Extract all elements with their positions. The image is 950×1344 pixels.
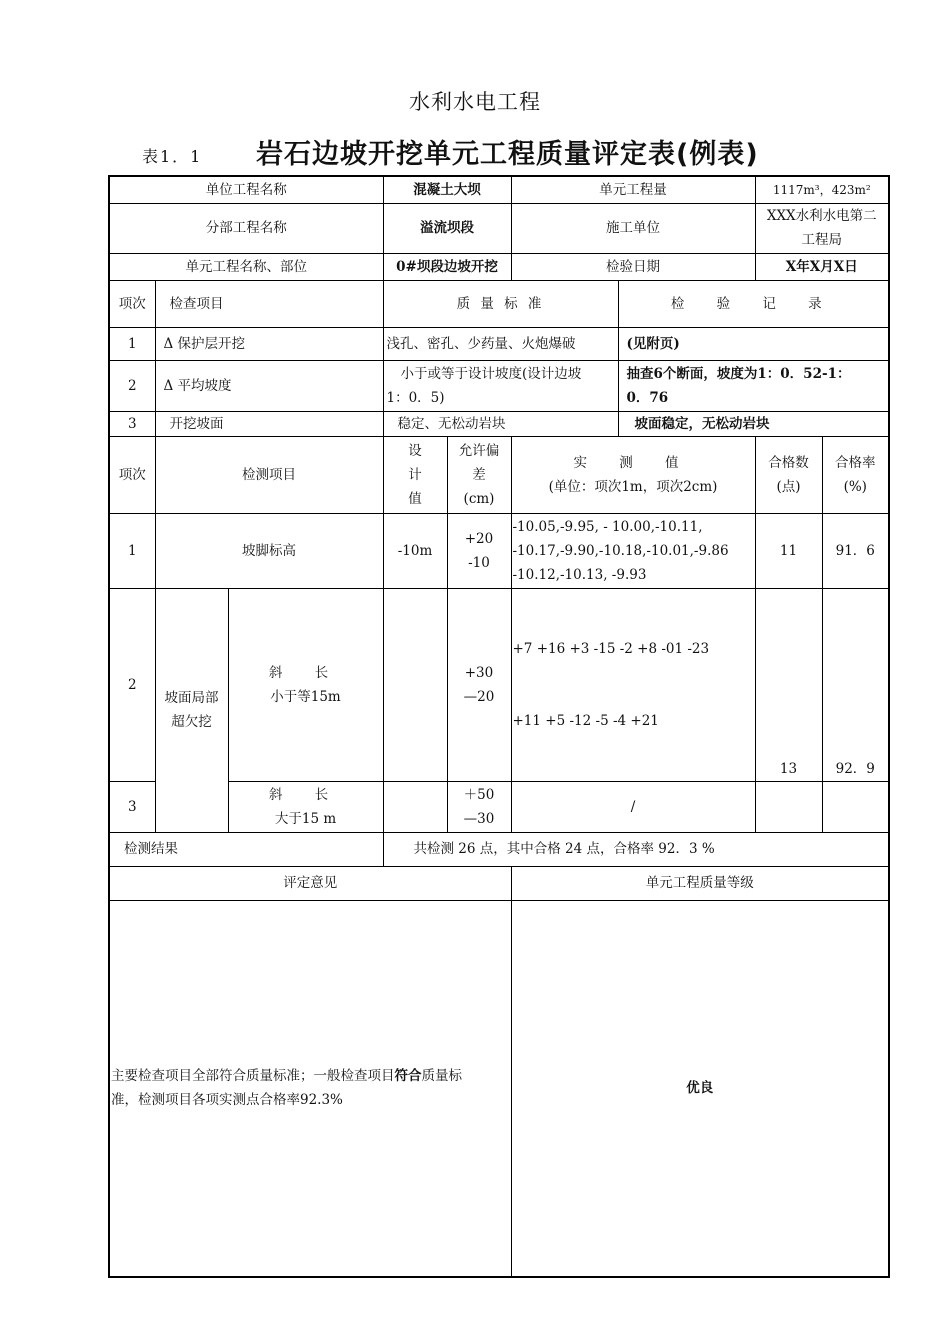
tolerance-lower: —30: [463, 810, 495, 827]
measured-values: [511, 588, 755, 781]
measure-row-no: 3: [109, 781, 155, 832]
measure-no-header: 项次: [109, 436, 155, 513]
pass-header-line2: (点): [776, 478, 801, 495]
measure-row-subitem: [228, 588, 383, 781]
design-header-char1: 设: [408, 442, 422, 459]
check-row: [109, 360, 889, 411]
tolerance-header-line3: (cm): [463, 490, 495, 507]
check-row-record: [618, 360, 889, 411]
measured-header-line2: (单位：项次1m，项次2cm): [548, 478, 718, 495]
design-value: -10m: [383, 513, 447, 588]
tolerance-value: [447, 513, 511, 588]
info-row-element: [109, 253, 889, 280]
check-no-header: 项次: [109, 280, 155, 327]
pass-count-header: [755, 436, 822, 513]
inspect-date-label: 检验日期: [511, 253, 755, 280]
division-label: 分部工程名称: [109, 203, 383, 253]
pass-rate: 91．6: [822, 513, 889, 588]
measured-line3: -10.12,-10.13, -9.93: [512, 566, 647, 583]
tolerance-value: [447, 781, 511, 832]
group-label-line2: 超欠挖: [171, 714, 212, 730]
element-qty-label: 单元工程量: [511, 176, 755, 203]
pass-header-line1: 合格数: [768, 454, 809, 471]
info-row-unit: [109, 176, 889, 203]
opinion-line2: 准，检测项目各项实测点合格率92.3%: [111, 1092, 343, 1109]
measure-row: [109, 588, 889, 781]
tolerance-value: [447, 588, 511, 781]
check-row-standard: [383, 360, 618, 411]
opinion-text-bold: 符合: [394, 1068, 422, 1085]
unit-project-label: 单位工程名称: [109, 176, 383, 203]
table-number: 表1．1: [142, 147, 203, 166]
tolerance-upper: +20: [464, 530, 494, 547]
overbreak-group-label: [155, 588, 228, 832]
tolerance-upper: ＋50: [463, 786, 495, 803]
result-label: 检测结果: [109, 832, 383, 866]
contractor-label: 施工单位: [511, 203, 755, 253]
element-name-label: 单元工程名称、部位: [109, 253, 383, 280]
unit-project-value: 混凝土大坝: [383, 176, 511, 203]
division-value: 溢流坝段: [383, 203, 511, 253]
opinion-header: 评定意见: [109, 866, 511, 900]
measured-line2: +11 +5 -12 -5 -4 +21: [512, 712, 659, 729]
check-row-record: (见附页): [618, 327, 889, 360]
design-header-char2: 计: [408, 466, 422, 483]
check-record-header: 检 验 记 录: [618, 280, 889, 327]
pass-rate: 92．9: [822, 588, 889, 781]
standard-line1: 小于或等于设计坡度(设计边坡: [400, 365, 582, 382]
evaluation-opinion: [109, 900, 511, 1277]
evaluation-header-row: [109, 866, 889, 900]
evaluation-body-row: [109, 900, 889, 1277]
pass-rate: [822, 781, 889, 832]
measured-header-line1: 实 测 值: [573, 454, 693, 471]
tolerance-upper: +30: [464, 664, 494, 681]
check-row: [109, 411, 889, 436]
check-row-no: 1: [109, 327, 155, 360]
measured-line1: -10.05,-9.95, - 10.00,-10.11,: [512, 518, 703, 535]
check-row-item: Δ 平均坡度: [155, 360, 383, 411]
rate-header-line2: (%): [843, 478, 867, 495]
check-item-header: 检查项目: [155, 280, 383, 327]
inspect-date-value: X年X月X日: [755, 253, 889, 280]
check-row-standard: 稳定、无松动岩块: [383, 411, 618, 436]
pass-rate-header: [822, 436, 889, 513]
tolerance-header: [447, 436, 511, 513]
measure-item-header: 检测项目: [155, 436, 383, 513]
info-row-division: [109, 203, 889, 253]
grade-header: 单元工程质量等级: [511, 866, 889, 900]
measured-line2: -10.17,-9.90,-10.18,-10.01,-9.86: [512, 542, 729, 559]
check-header-row: [109, 280, 889, 327]
subitem-line1: 斜 长: [268, 786, 343, 803]
measure-header-row: [109, 436, 889, 513]
measure-row-item: 坡脚标高: [155, 513, 383, 588]
check-row-item: Δ 保护层开挖: [155, 327, 383, 360]
design-value: [383, 781, 447, 832]
tolerance-header-line1: 允许偏: [458, 442, 500, 459]
element-name-value: 0#坝段边坡开挖: [383, 253, 511, 280]
opinion-text-part1: 主要检查项目全部符合质量标准；一般检查项目: [111, 1068, 395, 1085]
check-standard-header: 质 量 标 准: [383, 280, 618, 327]
subitem-line2: 小于等15m: [270, 688, 341, 705]
opinion-text-part2: 质量标: [421, 1068, 462, 1085]
quality-grade: 优良: [511, 900, 889, 1277]
measured-value-header: [511, 436, 755, 513]
check-row-no: 3: [109, 411, 155, 436]
pass-count: 13: [755, 588, 822, 781]
check-row-record: 坡面稳定，无松动岩块: [618, 411, 889, 436]
quality-evaluation-table: [108, 175, 890, 1278]
pass-count: [755, 781, 822, 832]
rate-header-line1: 合格率: [835, 454, 876, 471]
check-row: [109, 327, 889, 360]
opinion-line1: [111, 1064, 510, 1088]
design-header-char3: 值: [408, 490, 422, 507]
tolerance-header-line2: 差: [472, 466, 486, 483]
table-title: 岩石边坡开挖单元工程质量评定表(例表): [256, 139, 759, 170]
contractor-value: [755, 203, 889, 253]
check-row-no: 2: [109, 360, 155, 411]
result-text: 共检测 26 点，其中合格 24 点，合格率 92．3 %: [383, 832, 889, 866]
group-label-line1: 坡面局部: [164, 690, 219, 706]
check-row-standard: 浅孔、密孔、少药量、火炮爆破: [383, 327, 618, 360]
record-line2: 0．76: [626, 389, 669, 406]
tolerance-lower: —20: [463, 688, 495, 705]
design-value-header: [383, 436, 447, 513]
measure-row: [109, 513, 889, 588]
contractor-value-line1: XXX水利水电第二: [766, 208, 877, 224]
record-line1: 抽查6个断面，坡度为1：0．52-1：: [626, 365, 851, 382]
measure-row-no: 1: [109, 513, 155, 588]
measure-row-subitem: [228, 781, 383, 832]
measured-values: [511, 513, 755, 588]
measure-row-no: 2: [109, 588, 155, 781]
measured-values: /: [511, 781, 755, 832]
standard-line2: 1：0．5): [386, 389, 445, 406]
subitem-line1: 斜 长: [268, 664, 343, 681]
contractor-value-line2: 工程局: [801, 232, 842, 248]
measured-line1: +7 +16 +3 -15 -2 +8 -01 -23: [512, 640, 710, 657]
tolerance-lower: -10: [468, 554, 490, 571]
subitem-line2: 大于15 m: [274, 810, 337, 827]
design-value: [383, 588, 447, 781]
check-row-item: 开挖坡面: [155, 411, 383, 436]
document-heading: 水利水电工程: [409, 90, 541, 114]
result-row: [109, 832, 889, 866]
pass-count: 11: [755, 513, 822, 588]
element-qty-value: 1117m³，423m²: [755, 176, 889, 203]
